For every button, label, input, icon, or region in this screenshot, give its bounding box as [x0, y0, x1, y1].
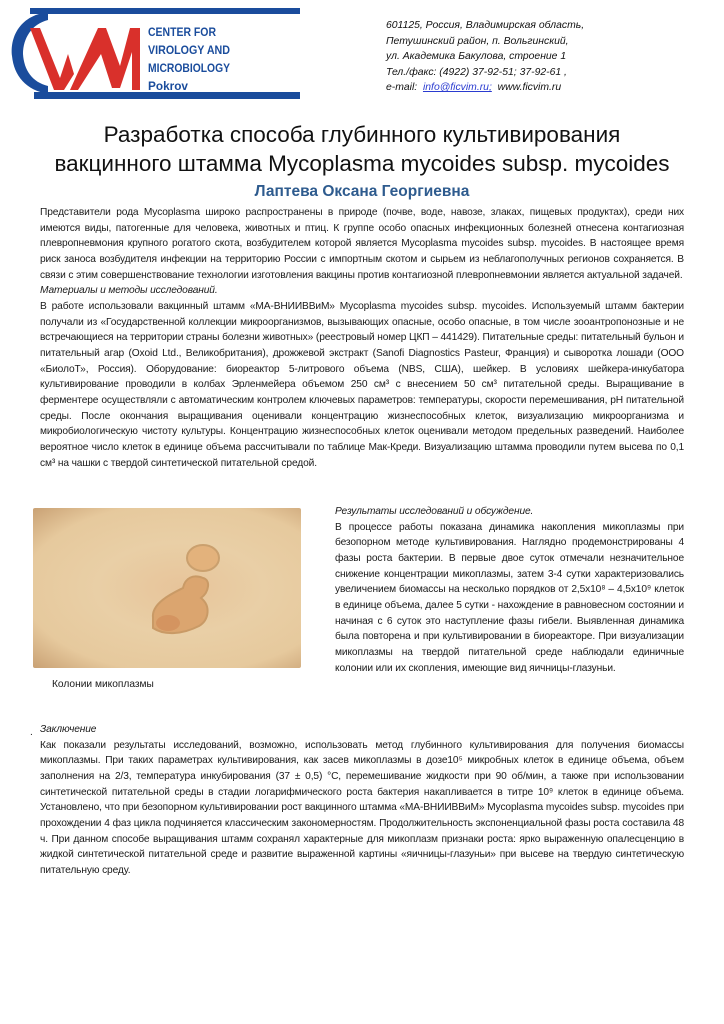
- methods-paragraph: В работе использовали вакцинный штамм «МА-ВНИИВВиМ» Mycoplasma mycoides subsp. mycoides. Используемый штамм бактерии получали из «Государственной коллекции микроорганизмов, вызывающих опасные, особо опасные, в том числе зооантропонозные и не встречающиеся на территории страны болезни животных» (реестровый номер ЦКП – 441429). Питательные среды: питательный бульон и питательный агар (Oxoid Ltd., Великобритания), дрожжевой экстракт (Sanofi Diagnostics Pasteur, Франция) и сыворотка лошади (ООО «БиолоТ», Россия). Оборудование: биореактор 5-литрового объема (NBS, США), шейкер. В условиях шейкера-инкубатора культивирование проводили в колбах Эрленмейера объемом 250 см³ с внесением 50 см³ питательной среды. Выращивание в ферментере осуществляли с автоматическим контролем ключевых параметров: температуры, скорости перемешивания, pH питательной среды. После окончания выращивания оценивали концентрацию жизнеспособных клеток, визуализацию микроорганизма и микробиологическую чистоту культуры. Концентрацию жизнеспособных клеток оценивали методом предельных разведений. Наиболее вероятное число клеток в единице объема рассчитывали по таблице Мак-Креди. Визуализацию штамма проводили путем высева по 0,1 см³ на чашки с твердой синтетической питательной средой.: [40, 300, 684, 469]
- logo-text-line4: Pokrov: [148, 81, 189, 93]
- logo-text-line1: CENTER FOR: [148, 27, 217, 39]
- results-paragraph: В процессе работы показана динамика накопления микоплазмы при безопорном методе культивирования. Наглядно продемонстрированы 4 фазы роста бактерии. В первые двое суток отмечали незначительное снижение концентрации микоплазмы, затем 3-4 сутки характеризовались увеличением биомассы на несколько порядков от 2,5x10⁸ – 4,5x10⁹ клеток в единице объема, далее 5 сутки - нахождение в равновесном состоянии и начиная с 6 суток это наступление фазы гибели. Выявленная динамика была повторена и при культивировании в биореакторе. При визуализации микоплазмы на твердой питательной среде наблюдали единичные колонии или их скопления, имеющие вид яичницы-глазуньи.: [335, 521, 684, 674]
- logo-text-line2: VIROLOGY AND: [148, 45, 230, 57]
- title-line: вакцинного штамма Mycoplasma mycoides subsp. mycoides: [54, 151, 670, 176]
- email-link[interactable]: info@ficvim.ru;: [422, 82, 492, 94]
- mycoplasma-colonies-photo: [33, 508, 301, 668]
- logo-top-bar: [30, 8, 300, 14]
- results-section: [335, 504, 684, 676]
- results-heading: Результаты исследований и обсуждение.: [335, 506, 534, 517]
- phone-line: Тел./факс: (4922) 37-92-51; 37-92-61 ,: [386, 66, 567, 78]
- logo-bottom-bar: [34, 92, 300, 99]
- address-block: [386, 18, 584, 96]
- logo-text-line3: MICROBIOLOGY: [148, 63, 231, 75]
- address-line: Петушинский район, п. Вольгинский,: [386, 35, 569, 47]
- intro-section: [40, 205, 684, 471]
- address-line: 601125, Россия, Владимирская область,: [386, 20, 585, 31]
- figure-caption: Колонии микоплазмы: [52, 679, 154, 690]
- website-text: www.ficvim.ru: [497, 82, 562, 94]
- title-line: Разработка способа глубинного культивирования: [103, 122, 621, 147]
- methods-heading: Материалы и методы исследований.: [40, 285, 218, 297]
- page-title: [0, 120, 724, 178]
- colonies-drawing: [33, 508, 301, 668]
- stray-dot: .: [30, 727, 33, 738]
- conclusion-heading: Заключение: [40, 724, 97, 735]
- email-label: e-mail:: [386, 82, 418, 94]
- logo-m-shape: [70, 28, 140, 90]
- logo-v-shape: [30, 28, 74, 90]
- address-line: ул. Академика Бакулова, строение 1: [386, 51, 567, 63]
- conclusion-section: [40, 722, 684, 879]
- fcvim-logo: [8, 4, 300, 104]
- conclusion-paragraph: Как показали результаты исследований, возможно, использовать метод глубинного культивирования для получения биомассы микоплазмы. При таких параметрах культивирования, как засев микоплазмы в дозе10⁵ микробных клеток в единице объема, объем заполнения на 2/3, температура инкубирования (37 ± 0,5) °С, перемешивание жидкости при 90 об/мин, а также при использовании синтетической питательной среды в стадии логарифмического роста бактерия накапливается в титре 10⁹ клеток в единице объема. Установлено, что при безопорном культивировании рост вакцинного штамма «МА-ВНИИВВиМ» Mycoplasma mycoides subsp. mycoides при прохождении 4 фаз цикла подчиняется классическим закономерностям. Продолжительность экспоненциальной фазы роста составила 48 ч. При данном способе выращивания штамм сохранял характерные для микоплазм признаки роста: ярко выраженную опалесценцию в жидкой синтетической питательной среде и развитие выраженной картины «яичницы-глазуньи» при высеве на твердую синтетическую питательную среду.: [40, 739, 684, 876]
- intro-paragraph: Представители рода Mycoplasma широко распространены в природе (почве, воде, навозе, злаках, пищевых продуктах), среди них имеются виды, патогенные для человека, животных и птиц. К группе особо опасных инфекционных болезней отнесена контагиозная плевропневмония крупного рогатого скота, возбудителем которой является Mycoplasma mycoides subsp. mycoides. В настоящее время риск заноса возбудителя инфекции на территорию России с импортным скотом и сырьем из неблагополучных регионов сохраняется. В связи с этим совершенствование технологии изготовления вакцины против контагиозной плевропневмонии является актуальной задачей.: [40, 207, 684, 281]
- author-name: Лаптева Оксана Георгиевна: [254, 183, 470, 200]
- contact-line: [386, 80, 584, 96]
